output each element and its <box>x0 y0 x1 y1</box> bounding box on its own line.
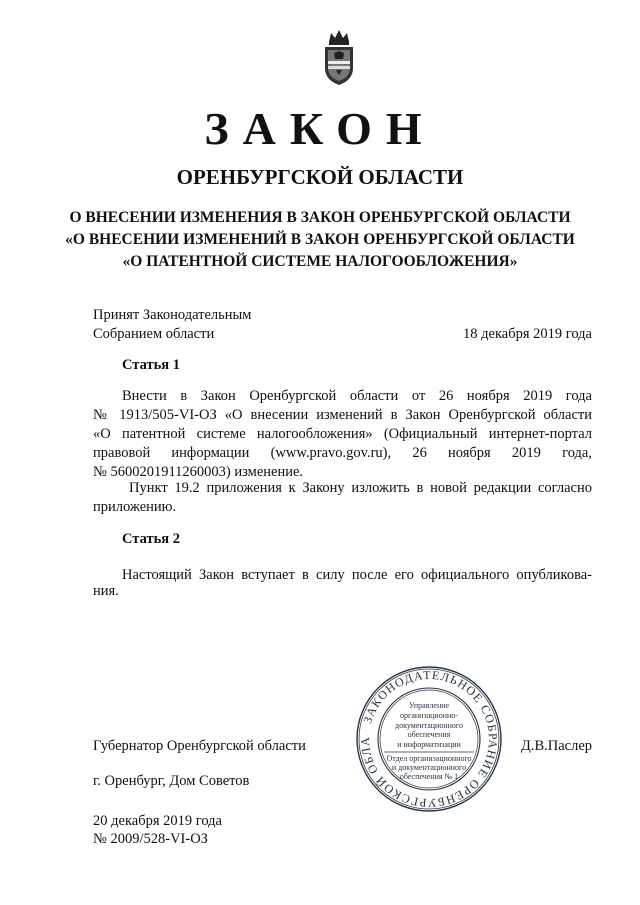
stamp-line: Отдел организационного <box>386 754 472 763</box>
paragraph-line: Внести в Закон Оренбургской области от 26 ноября 2019 года <box>122 388 592 404</box>
heading-line: «О ВНЕСЕНИИ ИЗМЕНЕНИЙ В ЗАКОН ОРЕНБУРГСКОЙ ОБЛАСТИ <box>65 231 575 248</box>
law-number: № 2009/528-VI-ОЗ <box>93 831 208 847</box>
paragraph-line: Пункт 19.2 приложения к Закону изложить в новой редакции согласно <box>129 480 592 496</box>
signatory-name: Д.В.Паслер <box>520 738 592 754</box>
adoption-line: Собранием области <box>93 326 215 342</box>
heading-line: О ВНЕСЕНИИ ИЗМЕНЕНИЯ В ЗАКОН ОРЕНБУРГСКОЙ ОБЛАСТИ <box>69 209 571 226</box>
signing-place: г. Оренбург, Дом Советов <box>93 773 250 789</box>
stamp-line: документационного <box>395 721 463 730</box>
heading-line: «О ПАТЕНТНОЙ СИСТЕМЕ НАЛОГООБЛОЖЕНИЯ» <box>122 253 518 270</box>
region-name: ОРЕНБУРГСКОЙ ОБЛАСТИ <box>176 165 464 189</box>
stamp-line: и информатизации <box>397 740 461 749</box>
paragraph-line: ния. <box>93 583 119 599</box>
paragraph-line: Настоящий Закон вступает в силу после его официального опубликова- <box>122 567 592 583</box>
stamp-line: и документационного <box>391 763 467 772</box>
paragraph-line: приложению. <box>93 499 177 515</box>
adoption-line: Принят Законодательным <box>93 307 252 323</box>
paragraph-line: № 5600201911260003) изменение. <box>93 464 304 480</box>
stamp-line: Управление <box>408 701 450 710</box>
coat-of-arms-icon <box>322 28 356 86</box>
paragraph-line: «О патентной системе налогообложения» (Официальный интернет-портал <box>93 426 592 442</box>
stamp-line: обеспечения <box>407 730 451 739</box>
article-title: Статья 1 <box>122 357 180 373</box>
governor-title: Губернатор Оренбургской области <box>93 738 306 754</box>
paragraph-line: № 1913/505-VI-ОЗ «О внесении изменений в Закон Оренбургской области <box>93 407 592 423</box>
adoption-date: 18 декабря 2019 года <box>463 326 592 342</box>
stamp-line: обеспечения № 1 <box>399 772 459 781</box>
article-title: Статья 2 <box>122 531 180 547</box>
stamp-outer-text: ЗАКОНОДАТЕЛЬНОЕ СОБРАНИЕ ОРЕНБУРГСКОЙ ОБЛА <box>357 667 501 811</box>
signing-date: 20 декабря 2019 года <box>93 813 222 829</box>
law-title: ЗАКОН <box>204 103 436 154</box>
stamp-line: организационно- <box>400 711 458 720</box>
paragraph-line: правовой информации (www.pravo.gov.ru), 26 ноября 2019 года, <box>93 445 592 461</box>
